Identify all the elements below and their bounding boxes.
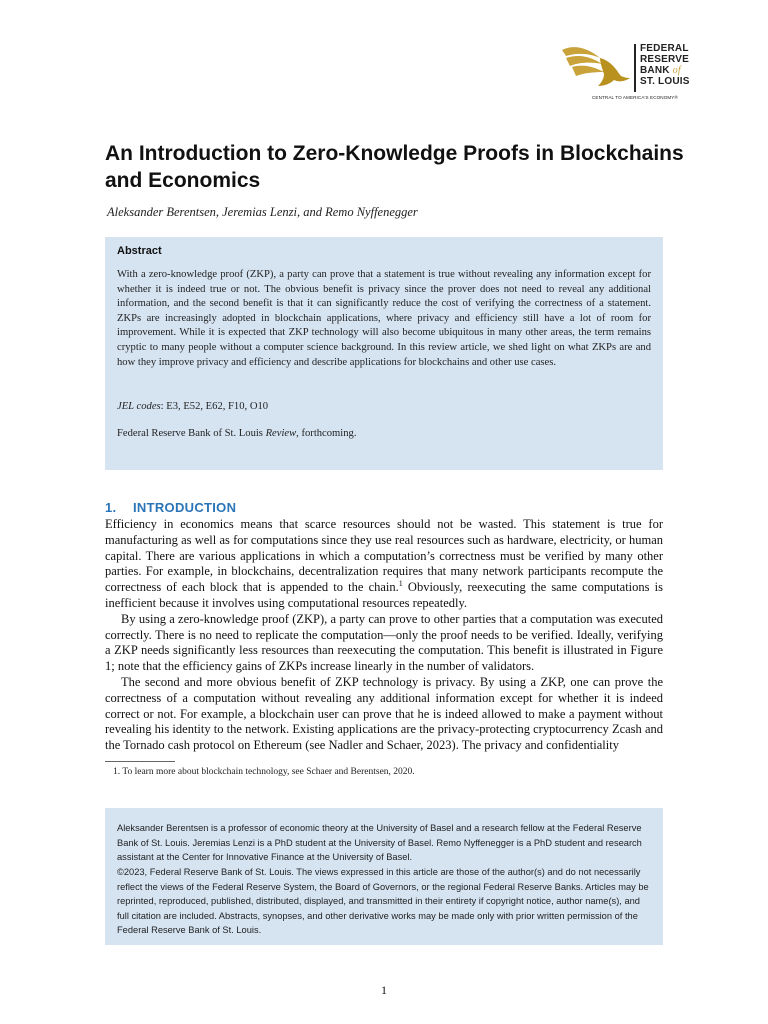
- section-title: INTRODUCTION: [133, 500, 237, 515]
- footnote-marker[interactable]: 1: [398, 579, 403, 589]
- body-text: [105, 517, 663, 754]
- author-list: Aleksander Berentsen, Jeremias Lenzi, and Remo Nyffenegger: [107, 205, 418, 219]
- paragraph-3: The second and more obvious benefit of ZKP technology is privacy. By using a ZKP, one can prove the correctness of a computation without revealing any additional information except for whether it is indeed correct or not. For example, a blockchain user can prove that he is indeed allowed to make a payment without revealing his identity to the network. Existing applications are the privacy-protecting cryptocurrency Zcash and the Tornado cash protocol on Ethereum (see Nadler and Schaer, 2023). The privacy and confidentiality: [105, 674, 663, 753]
- page-number: 1: [381, 983, 387, 997]
- footnote-rule: [105, 761, 175, 762]
- section-heading-introduction: [105, 500, 236, 515]
- jel-codes: JEL codes: E3, E52, E62, F10, O10: [117, 401, 269, 412]
- author-affiliations: Aleksander Berentsen is a professor of economic theory at the University of Basel and a research fellow at the Federal Reserve Bank of St. Louis. Jeremias Lenzi is a PhD student at the University of Basel. Remo Nyffenegger is a PhD student and research assistant at the Center for Innovative Finance at the University of Basel.: [117, 823, 642, 863]
- paragraph-1: Efficiency in economics means that scarce resources should not be wasted. This statement is true for manufacturing as well as for computations since they use real resources such as hardware, electricity, or human capital. There are various applications in which a computation’s correctness must be verified by many other parties. For example, in blockchains, decentralization requires that many network participants recompute the correctness of each block that is appended to the chain.$^1$ Obviously, reexecuting the same computations is inefficient because it involves using computational resources repeatedly.: [105, 517, 663, 610]
- paragraph-2: By using a zero-knowledge proof (ZKP), a party can prove to other parties that a computation was executed correctly. There is no need to replicate the computation—only the proof needs to be verified. Ideally, verifying a ZKP needs significantly less resources than reexecuting the computation. This benefit is illustrated in Figure 1; note that the efficiency gains of ZKPs increase linearly in the number of validators.: [105, 611, 663, 674]
- copyright-notice: ©2023, Federal Reserve Bank of St. Louis. The views expressed in this article are those of the author(s) and do not necessarily reflect the views of the Federal Reserve System, the Board of Governors, or the regional Federal Reserve Banks. Articles may be reprinted, reproduced, published, distributed, displayed, and transmitted in their entirety if copyright notice, author name(s), and full citation are included. Abstracts, synopses, and other derivative works may be made only with prior written permission of the Federal Reserve Bank of St. Louis.: [117, 867, 649, 936]
- paper-title: An Introduction to Zero-Knowledge Proofs in Blockchains and Economics: [105, 142, 684, 192]
- abstract-text: With a zero-knowledge proof (ZKP), a party can prove that a statement is true without revealing any information except for whether it is indeed true or not. The obvious benefit is privacy since the prover does not need to reveal any additional information, and the second benefit is that it can significantly reduce the cost of verifying the correctness of a statement. ZKPs are increasingly adopted in blockchain applications, where privacy and efficiency still have a lot of room for improvement. While it is expected that ZKP technology will also become ubiquitous in many other areas, the term remains cryptic to many people without a computer science background. In this review article, we shed light on what ZKPs are and how they improve privacy and efficiency and describe applications for blockchains and other use cases.: [117, 269, 651, 368]
- abstract-heading: Abstract: [117, 245, 162, 257]
- publication-note: Federal Reserve Bank of St. Louis Review, forthcoming.: [117, 428, 357, 439]
- logo-tagline: CENTRAL TO AMERICA'S ECONOMY®: [592, 95, 678, 100]
- abstract-box: [105, 237, 663, 470]
- logo-wordmark: FEDERAL RESERVE BANK of ST. LOUIS: [640, 43, 690, 87]
- author-info-box: [105, 808, 663, 945]
- logo-divider: [634, 44, 636, 92]
- footnote: 1. To learn more about blockchain technology, see Schaer and Berentsen, 2020.: [113, 767, 415, 777]
- eagle-icon: [560, 42, 632, 88]
- section-number: 1.: [105, 500, 117, 515]
- fed-st-louis-logo: [560, 40, 710, 104]
